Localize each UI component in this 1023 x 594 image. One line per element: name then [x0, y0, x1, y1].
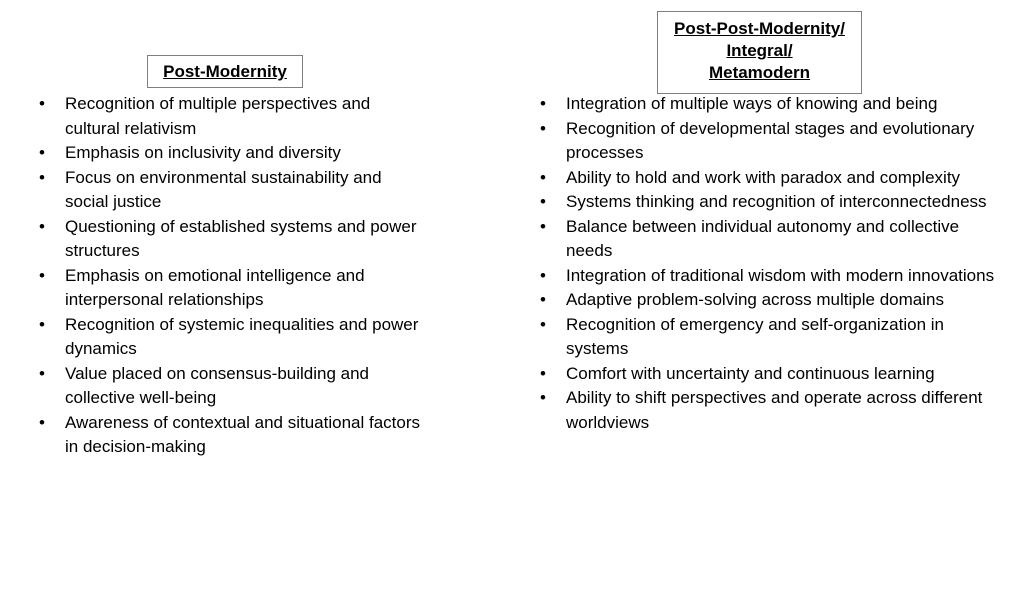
list-item: • Balance between individual autonomy and collective needs	[540, 215, 1010, 264]
list-item: • Ability to hold and work with paradox and complexity	[540, 166, 1010, 191]
list-item: • Emphasis on inclusivity and diversity	[39, 141, 424, 166]
list-item: • Recognition of multiple perspectives and cultural relativism	[39, 92, 424, 141]
list-item: • Questioning of established systems and power structures	[39, 215, 424, 264]
post-modernity-title-text: Post-Modernity	[163, 62, 287, 81]
list-item: • Systems thinking and recognition of interconnectedness	[540, 190, 1010, 215]
post-modernity-list	[39, 92, 424, 460]
list-item: • Adaptive problem-solving across multiple domains	[540, 288, 1010, 313]
list-item: • Integration of multiple ways of knowing and being	[540, 92, 1010, 117]
list-item: • Recognition of emergency and self-organization in systems	[540, 313, 1010, 362]
metamodern-title-line-1: Post-Post-Modernity/	[674, 19, 845, 38]
metamodern-list	[540, 92, 1010, 435]
list-item: • Emphasis on emotional intelligence and interpersonal relationships	[39, 264, 424, 313]
list-item: • Awareness of contextual and situational factors in decision-making	[39, 411, 424, 460]
metamodern-title-line-3: Metamodern	[708, 63, 811, 82]
list-item: • Value placed on consensus-building and collective well-being	[39, 362, 424, 411]
metamodern-title	[657, 11, 862, 94]
post-modernity-title	[147, 55, 303, 88]
list-item: • Ability to shift perspectives and operate across different worldviews	[540, 386, 1010, 435]
list-item: • Comfort with uncertainty and continuous learning	[540, 362, 1010, 387]
list-item: • Recognition of systemic inequalities and power dynamics	[39, 313, 424, 362]
list-item: • Integration of traditional wisdom with modern innovations	[540, 264, 1010, 289]
list-item: • Focus on environmental sustainability and social justice	[39, 166, 424, 215]
list-item: • Recognition of developmental stages and evolutionary processes	[540, 117, 1010, 166]
metamodern-title-line-2: Integral/	[726, 41, 793, 60]
